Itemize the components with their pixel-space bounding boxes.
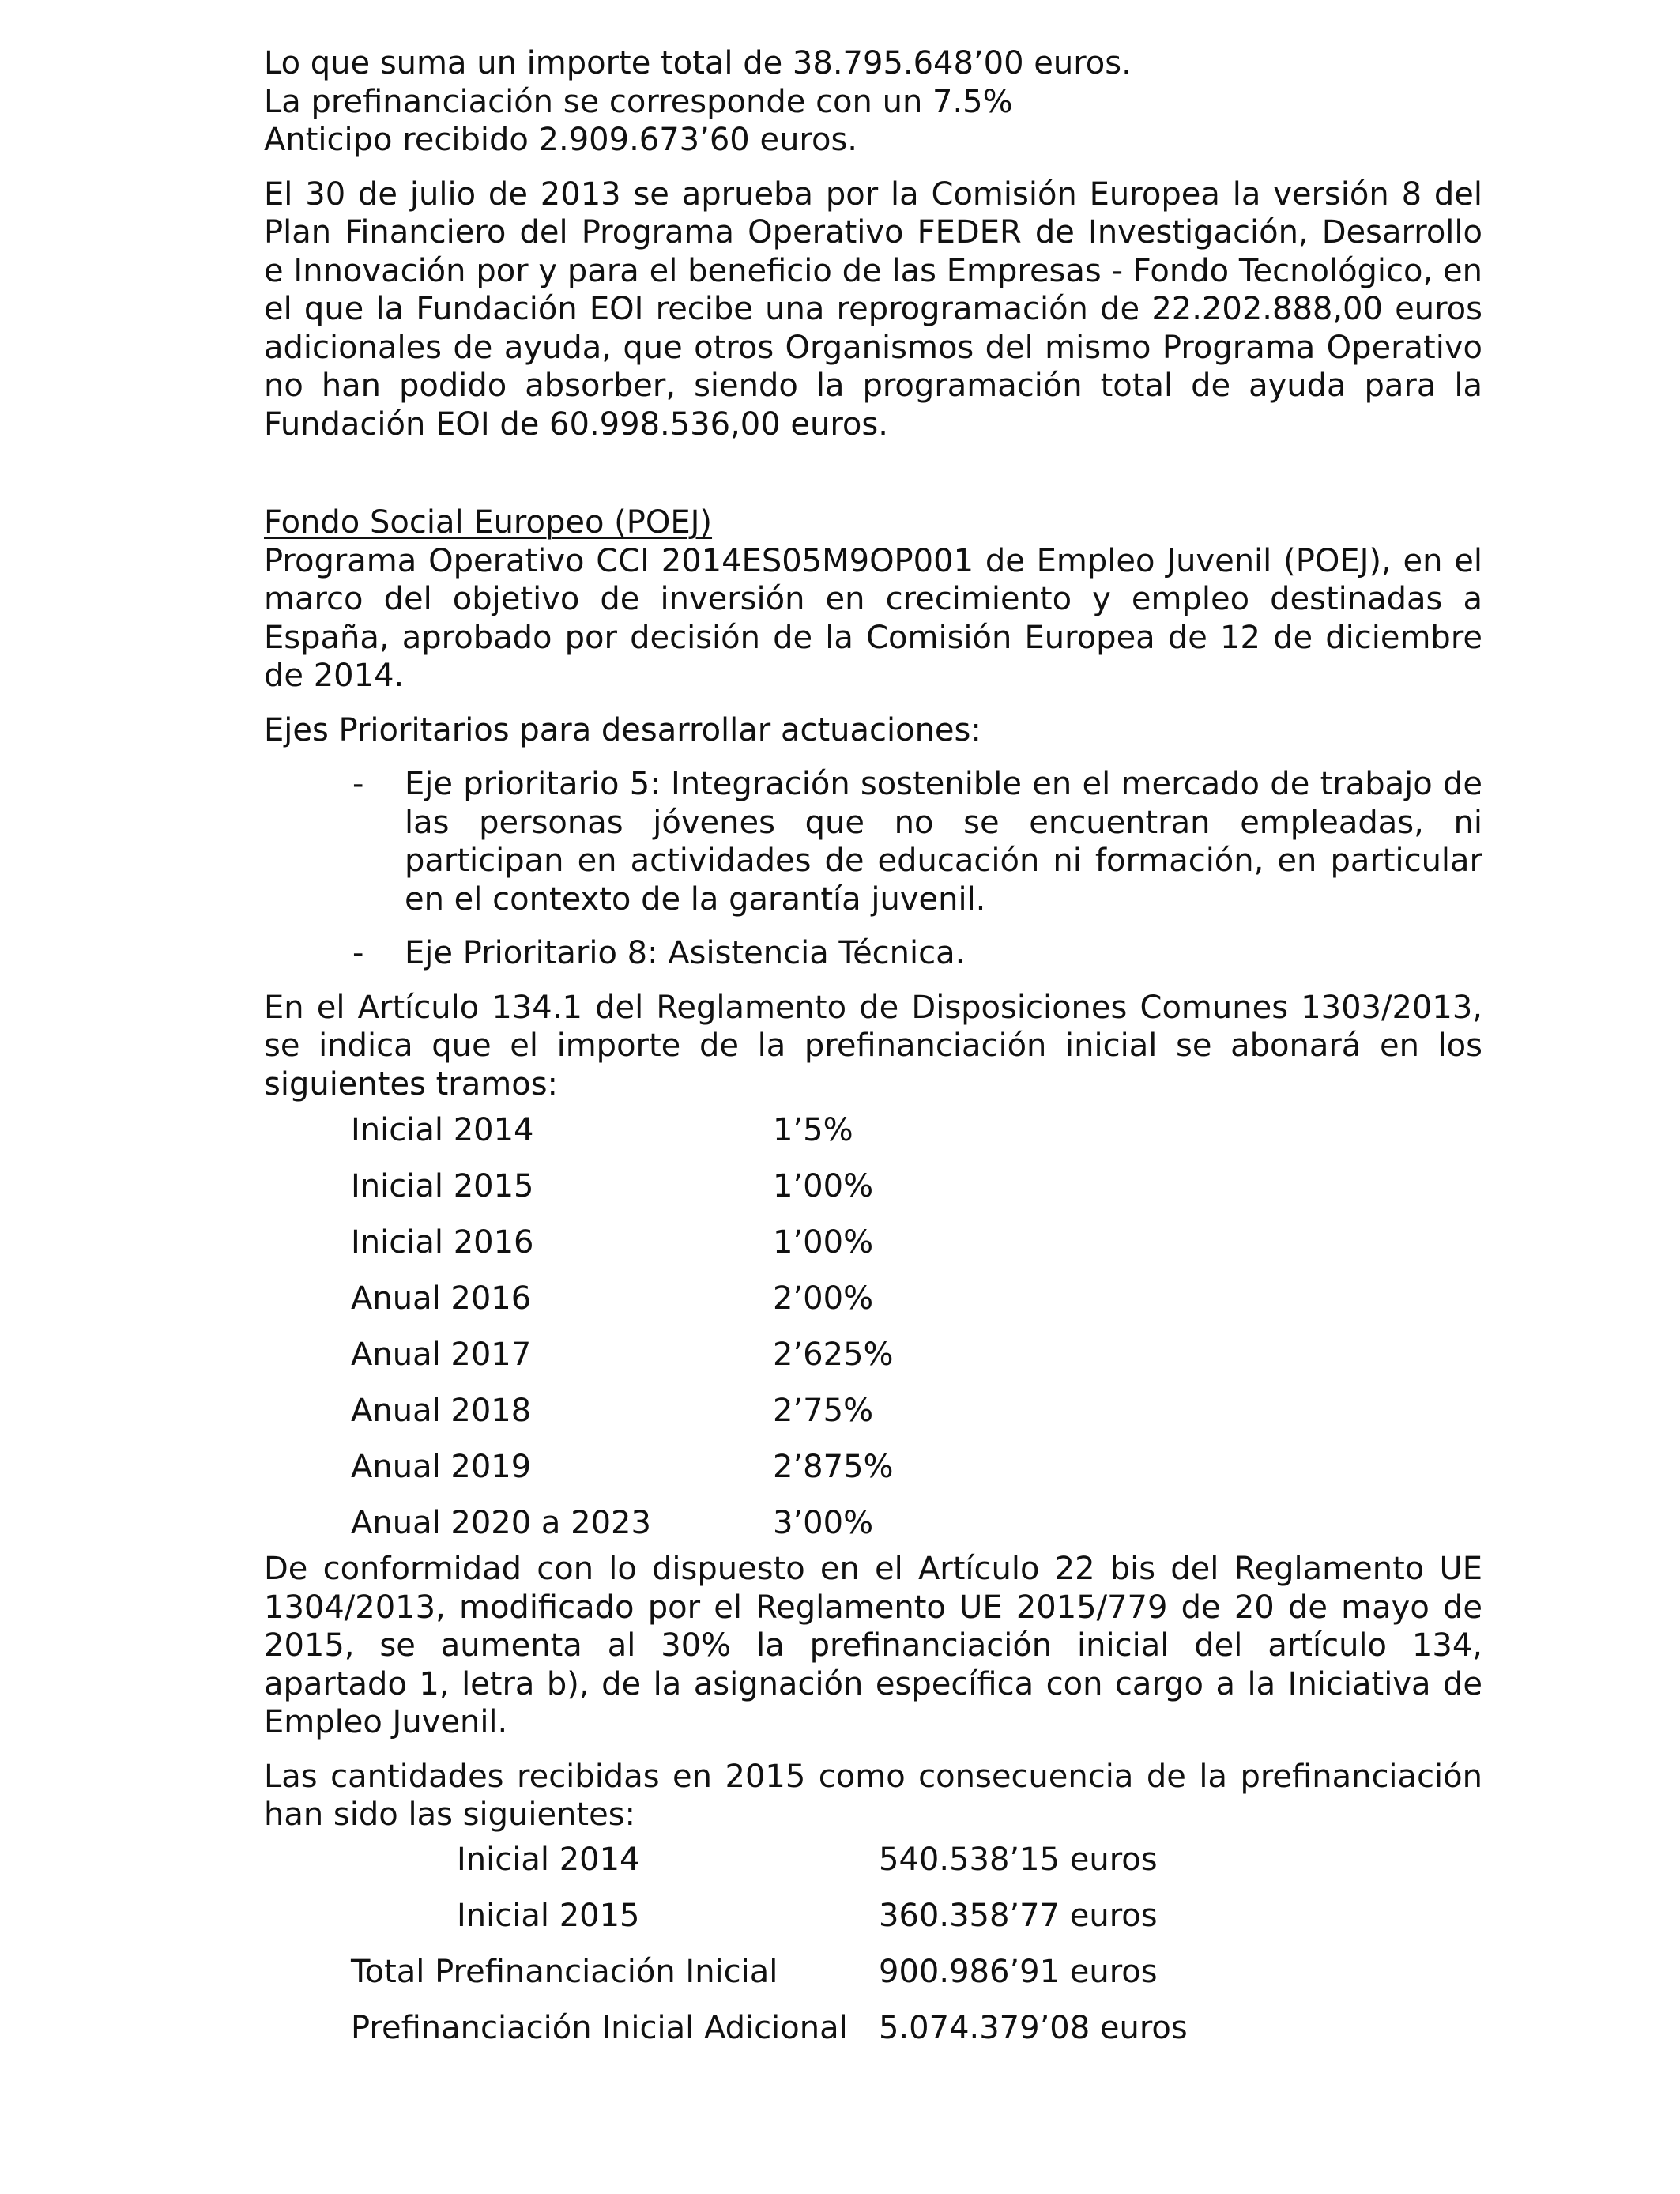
- tramo-label: Anual 2017: [351, 1336, 532, 1373]
- cantidad-value: 540.538’15 euros: [879, 1841, 1158, 1878]
- cantidad-value: 900.986’91 euros: [879, 1953, 1158, 1990]
- table-row: [264, 1953, 1482, 2009]
- tramo-label: Anual 2019: [351, 1449, 532, 1485]
- list-item-eje-8: [264, 934, 1482, 973]
- table-row: [264, 1111, 1482, 1167]
- table-row: [264, 1448, 1482, 1504]
- intro-line-prefinanciacion: La prefinanciación se corresponde con un 7.5%: [264, 83, 1013, 120]
- intro-block: [264, 44, 1482, 160]
- list-item-eje-5: [264, 765, 1482, 918]
- eje-text: Eje prioritario 5: Integración sostenible en el mercado de trabajo de las personas jóvenes que no se encuentran empleadas, ni participan en actividades de educación ni formación, en particular en el contexto de la garantía juvenil.: [405, 766, 1482, 918]
- feder-paragraph: El 30 de julio de 2013 se aprueba por la Comisión Europea la versión 8 del Plan Financiero del Programa Operativo FEDER de Investigación, Desarrollo e Innovación por y para el beneficio de las Empresas - Fondo Tecnológico, en el que la Fundación EOI recibe una reprogramación de 22.202.888,00 euros adicionales de ayuda, que otros Organismos del mismo Programa Operativo no han podido absorber, siendo la programación total de ayuda para la Fundación EOI de 60.998.536,00 euros.: [264, 175, 1482, 443]
- tramo-label: Inicial 2016: [351, 1224, 534, 1261]
- bullet-dash: -: [352, 766, 364, 802]
- table-row: [264, 1167, 1482, 1223]
- poej-paragraph: Programa Operativo CCI 2014ES05M9OP001 de Empleo Juvenil (POEJ), en el marco del objetivo de inversión en crecimiento y empleo destinadas a España, aprobado por decisión de la Comisión Europea de 12 de diciembre de 2014.: [264, 542, 1482, 694]
- tramo-label: Anual 2020 a 2023: [351, 1505, 651, 1541]
- section-heading-fse: Fondo Social Europeo (POEJ): [264, 504, 713, 541]
- table-row: [264, 1897, 1482, 1953]
- tramo-value: 1’00%: [773, 1224, 874, 1261]
- tramo-label: Anual 2018: [351, 1393, 532, 1429]
- bullet-dash: -: [352, 935, 364, 971]
- cantidad-label: Inicial 2014: [457, 1841, 640, 1878]
- cantidad-label: Inicial 2015: [457, 1897, 640, 1934]
- ejes-intro: Ejes Prioritarios para desarrollar actuaciones:: [264, 711, 981, 748]
- eje-text: Eje Prioritario 8: Asistencia Técnica.: [405, 935, 966, 971]
- cantidades-table: [264, 1841, 1482, 2065]
- tramos-table: [264, 1111, 1482, 1550]
- cantidad-label: Prefinanciación Inicial Adicional: [351, 2009, 848, 2046]
- intro-line-total: Lo que suma un importe total de 38.795.648’00 euros.: [264, 45, 1132, 81]
- tramo-value: 1’00%: [773, 1168, 874, 1204]
- tramo-label: Anual 2016: [351, 1280, 532, 1317]
- tramo-value: 2’625%: [773, 1336, 894, 1373]
- table-row: [264, 1280, 1482, 1336]
- table-row: [264, 1223, 1482, 1280]
- tramo-value: 2’75%: [773, 1393, 874, 1429]
- document-page: [264, 44, 1482, 2065]
- table-row: [264, 1841, 1482, 1897]
- table-row: [264, 2009, 1482, 2065]
- table-row: [264, 1392, 1482, 1448]
- tramo-value: 2’00%: [773, 1280, 874, 1317]
- cantidad-label: Total Prefinanciación Inicial: [351, 1953, 778, 1990]
- table-row: [264, 1504, 1482, 1550]
- tramo-label: Inicial 2014: [351, 1112, 534, 1148]
- intro-line-anticipo: Anticipo recibido 2.909.673’60 euros.: [264, 122, 858, 158]
- articulo-paragraph: En el Artículo 134.1 del Reglamento de Disposiciones Comunes 1303/2013, se indica que el importe de la prefinanciación inicial se abonará en los siguientes tramos:: [264, 989, 1482, 1103]
- tramo-value: 3’00%: [773, 1505, 874, 1541]
- cantidad-value: 5.074.379’08 euros: [879, 2009, 1188, 2046]
- table-row: [264, 1336, 1482, 1392]
- tramo-label: Inicial 2015: [351, 1168, 534, 1204]
- tramo-value: 2’875%: [773, 1449, 894, 1485]
- cantidad-value: 360.358’77 euros: [879, 1897, 1158, 1934]
- conformidad-paragraph: De conformidad con lo dispuesto en el Artículo 22 bis del Reglamento UE 1304/2013, modificado por el Reglamento UE 2015/779 de 20 de mayo de 2015, se aumenta al 30% la prefinanciación inicial del artículo 134, apartado 1, letra b), de la asignación específica con cargo a la Iniciativa de Empleo Juvenil.: [264, 1551, 1482, 1740]
- tramo-value: 1’5%: [773, 1112, 853, 1148]
- cantidades-paragraph: Las cantidades recibidas en 2015 como consecuencia de la prefinanciación han sido las siguientes:: [264, 1758, 1482, 1833]
